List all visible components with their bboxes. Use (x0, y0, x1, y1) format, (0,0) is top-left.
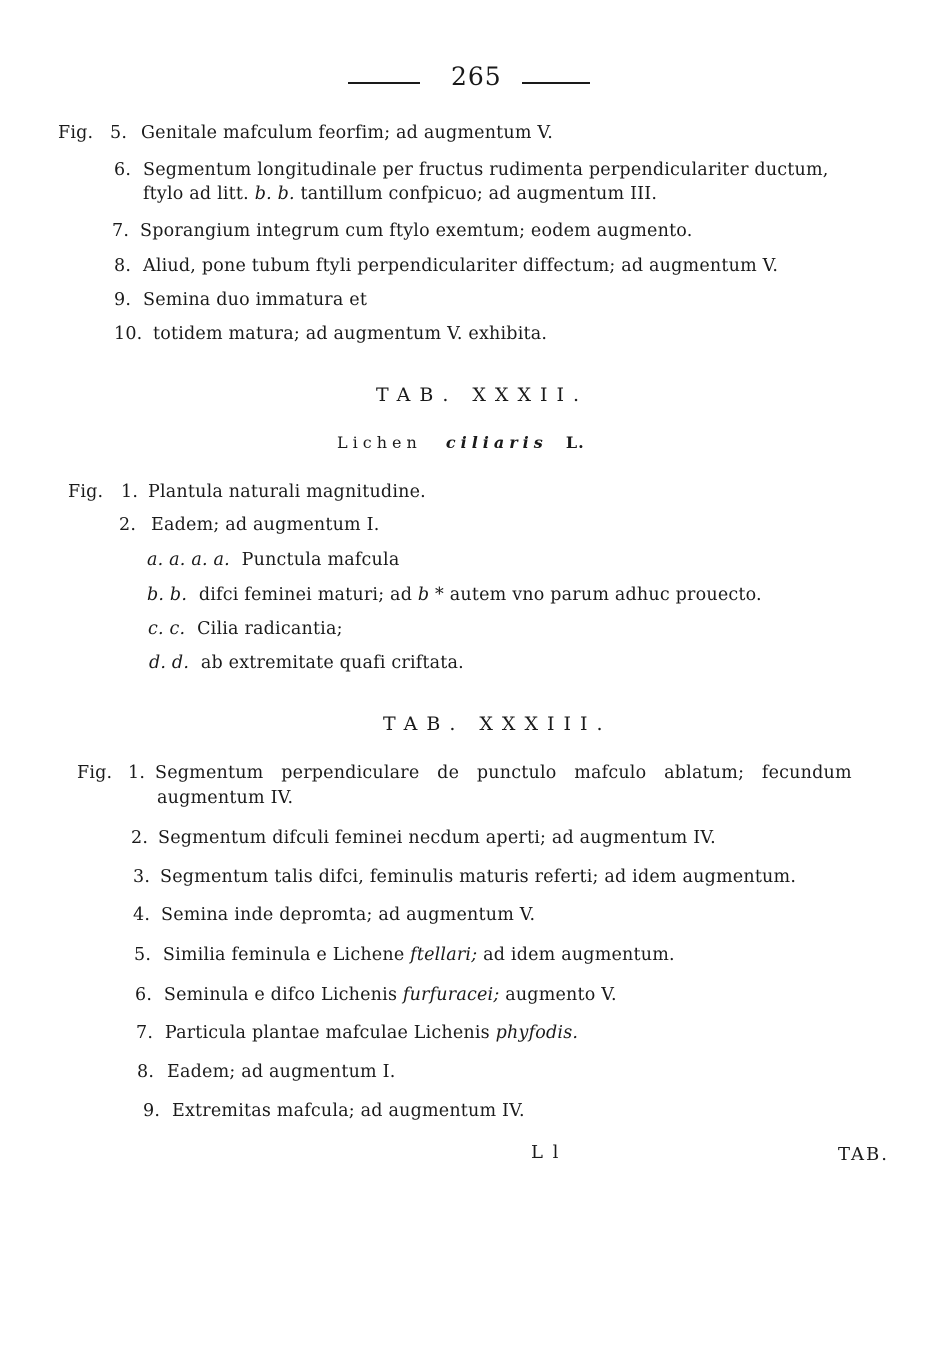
fig-label: Fig. (77, 763, 113, 783)
item-letters: a. a. a. a. Punctula mafcula (147, 550, 400, 570)
fig-label: Fig. (58, 123, 94, 143)
item-number: 8. (114, 256, 132, 276)
item-number: 5. (134, 945, 152, 965)
item-text: Sporangium integrum cum ftylo exemtum; eodem augmento. (140, 221, 693, 241)
item-number: 4. (133, 905, 151, 925)
item-text: totidem matura; ad augmentum V. exhibita. (153, 324, 548, 344)
item-number: 9. (114, 290, 132, 310)
item-text: 7. Particula plantae mafculae Lichenis phyfodis. (136, 1023, 579, 1043)
item-letters: c. c. Cilia radicantia; (148, 619, 343, 639)
page-number: 265 (451, 62, 502, 91)
header-rule-right (522, 82, 590, 84)
signature-mark: L l (531, 1142, 561, 1163)
item-text: Semina duo immatura et (143, 290, 368, 310)
item-text: Segmentum talis difci, feminulis maturis referti; ad idem augmentum. (160, 867, 797, 887)
item-text: 5. Similia feminula e Lichene ftellari; ad idem augmentum. (134, 945, 675, 965)
item-number: 7. (136, 1023, 154, 1043)
item-text: Segmentum perpendiculare de punctulo mafculo ablatum; fecundum (155, 763, 852, 783)
item-number: 7. (112, 221, 130, 241)
section-heading: TAB. XXXIII. (383, 713, 612, 735)
item-number: 6. (114, 160, 132, 180)
item-text: Eadem; ad augmentum I. (167, 1062, 396, 1082)
item-number: 10. (114, 324, 143, 344)
section-subheading: Lichen ciliaris L. (337, 433, 585, 452)
item-number: 5. (110, 123, 128, 143)
section-heading: TAB. XXXII. (376, 384, 589, 406)
item-number: 6. (135, 985, 153, 1005)
item-text: 6. Seminula e difco Lichenis furfuracei; augmento V. (135, 985, 617, 1005)
item-text: Aliud, pone tubum ftyli perpendiculariter diffectum; ad augmentum V. (143, 256, 779, 276)
item-text (143, 160, 880, 180)
item-number: 9. (143, 1101, 161, 1121)
item-number: 1. (121, 482, 139, 502)
item-number: 2. (131, 828, 149, 848)
item-text: Extremitas mafcula; ad augmentum IV. (172, 1101, 525, 1121)
item-text: Eadem; ad augmentum I. (151, 515, 380, 535)
item-text-continued: ftylo ad litt. b. b. tantillum confpicuo; ad augmentum III. (143, 184, 658, 204)
item-text: Genitale mafculum feorfim; ad augmentum V. (141, 123, 553, 143)
item-number: 3. (133, 867, 151, 887)
catchword: TAB. (838, 1144, 889, 1165)
fig-label: Fig. (68, 482, 104, 502)
item-number: 2. (119, 515, 137, 535)
item-text-line: Segmentum longitudinale per fructus rudimenta perpendiculariter ductum, (143, 160, 829, 180)
item-number: 8. (137, 1062, 155, 1082)
item-text-continued: augmentum IV. (157, 788, 294, 808)
item-number: 1. (128, 763, 146, 783)
header-rule-left (348, 82, 420, 84)
item-text: Semina inde depromta; ad augmentum V. (161, 905, 536, 925)
item-text: Plantula naturali magnitudine. (148, 482, 426, 502)
item-text: Segmentum difculi feminei necdum aperti; ad augmentum IV. (158, 828, 716, 848)
item-letters: b. b. difci feminei maturi; ad b * autem vno parum adhuc prouecto. (147, 585, 762, 605)
item-letters: d. d. ab extremitate quafi criftata. (149, 653, 464, 673)
